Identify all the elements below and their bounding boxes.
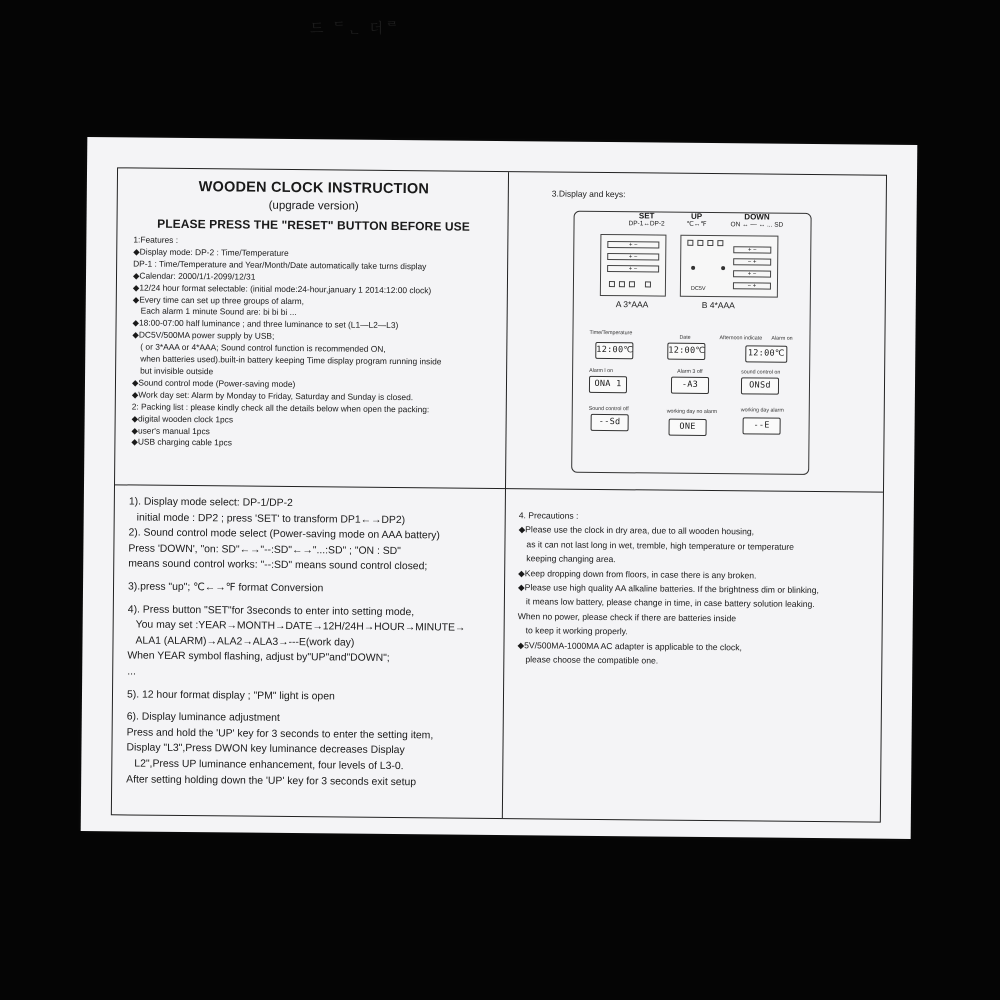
lcd-date: 12:00℃ (667, 343, 705, 360)
precautions-line: keeping changing area. (526, 553, 616, 565)
display-label-date: Date (679, 334, 691, 341)
precautions-line: as it can not last long in wet, tremble, high temperature or temperature (526, 539, 794, 552)
features-line: when batteries used).built-in battery keeping Time display program running inside (140, 353, 442, 367)
operation-section (120, 490, 499, 814)
screw-icon (721, 266, 725, 270)
operation-line: You may set :YEAR→MONTH→DATE→12H/24H→HOUR→MINUTE→ (135, 619, 466, 634)
up-button-icon (619, 281, 625, 287)
set-key-sub: DP-1↔DP-2 (628, 219, 665, 228)
features-line: Each alarm 1 minute Sound are: bi bi bi ... (140, 305, 297, 318)
features-line: DP-1 : Time/Temperature and Year/Month/Date automatically take turns display (133, 258, 427, 272)
operation-line: ALA1 (ALARM)→ALA2→ALA3→---E(work day) (135, 635, 355, 649)
features-line: ◆Display mode: DP-2 : Time/Temperature (133, 246, 289, 258)
down-key-sub: ON ↔ — ↔ ... SD (730, 220, 784, 229)
operation-line: 5). 12 hour format display ; "PM" light is open (126, 688, 335, 702)
precautions-line: When no power, please check if there are batteries inside (517, 611, 737, 624)
battery-slot-icon: − + (733, 282, 771, 289)
display-label-alarm-on: Alarm on (771, 335, 793, 342)
battery-b-label: B 4*AAA (701, 299, 735, 311)
battery-slot-icon: + − (733, 246, 771, 253)
precautions-line: it means low battery, please change in time, in case battery solution leaking. (525, 596, 815, 610)
reset-notice: PLEASE PRESS THE "RESET" BUTTON BEFORE USE (157, 216, 470, 234)
features-line: ◆user's manual 1pcs (131, 424, 210, 436)
precautions-section (510, 494, 879, 817)
down-button-icon (707, 240, 713, 246)
precautions-list (511, 494, 879, 670)
battery-slot-icon: − + (733, 258, 771, 265)
features-line: ( or 3*AAA or 4*AAA; Sound control function is recommended ON, (140, 341, 386, 355)
up-button-icon (697, 240, 703, 246)
features-section (123, 174, 502, 484)
features-line: ◆12/24 hour format selectable: (initial mode:24-hour,january 1 2014:12:00 clock) (132, 282, 432, 295)
features-line: ◆Calendar: 2000/1/1-2099/12/31 (132, 270, 256, 282)
precautions-line: ◆Please use high quality AA alkaline batteries. If the brightness dim or blinking, (518, 582, 819, 596)
operation-line: means sound control works: "--:SD" means sound control closed; (128, 558, 428, 573)
display-label-sound-off: Sound control off (588, 405, 629, 413)
precautions-line: please choose the compatible one. (525, 654, 659, 666)
display-label-alarm1-on: Alarm l on (589, 367, 614, 375)
precautions-line: to keep it working properly. (525, 625, 628, 637)
down-button-icon (629, 281, 635, 287)
display-label-alarm3-off: Alarm 3 off (677, 368, 703, 375)
display-keys-heading: 3.Display and keys: (551, 188, 626, 200)
display-keys-section (513, 178, 882, 487)
battery-a-label: A 3*AAA (615, 299, 649, 310)
precautions-line: ◆5V/500MA-1000MA AC adapter is applicable to the clock, (517, 639, 742, 652)
set-key-text: SET (638, 211, 655, 221)
operation-line: 6). Display luminance adjustment (126, 711, 280, 725)
operation-line: 4). Press button "SET"for 3seconds to enter into setting mode, (127, 604, 415, 618)
features-line: ◆Work day set: Alarm by Monday to Friday, Saturday and Sunday is closed. (131, 389, 414, 402)
up-key-text: UP (691, 211, 703, 221)
features-line: 2: Packing list : please kindly check all the details below when open the packing: (131, 401, 430, 415)
operation-line: Press 'DOWN', "on: SD"←→"--:SD"←→"...:SD" ; "ON : SD" (128, 543, 401, 557)
vertical-divider (502, 172, 509, 818)
battery-slot-icon: + − (733, 270, 771, 277)
battery-slot-icon: + − (607, 265, 659, 272)
features-line: ◆Sound control mode (Power-saving mode) (131, 377, 296, 389)
operation-line: Press and hold the 'UP' key for 3 seconds to enter the setting item, (126, 727, 434, 742)
features-line: ◆USB charging cable 1pcs (131, 436, 232, 448)
set-key-label (629, 212, 665, 227)
lcd-workday-no-alarm: ONE (669, 419, 707, 436)
reset-button-icon (717, 240, 723, 246)
features-list (123, 234, 501, 452)
set-button-icon (687, 240, 693, 246)
operation-line: L2",Press UP luminance enhancement, four levels of L3-0. (134, 758, 404, 773)
lcd-alarm1-on: ONA 1 (589, 376, 627, 393)
background-smudge-text: 드 ᄃᆫ 더ᄅ (310, 21, 401, 37)
operation-line: When YEAR symbol flashing, adjust by"UP"and"DOWN"; (127, 650, 390, 665)
document-subtitle: (upgrade version) (268, 199, 359, 213)
features-line: but invisible outside (140, 365, 214, 377)
features-line: 1:Features : (133, 234, 179, 245)
precautions-line: ◆Please use the clock in dry area, due to all wooden housing, (518, 524, 755, 537)
instruction-sheet (81, 137, 918, 839)
instruction-frame (111, 167, 887, 822)
operation-line: 2). Sound control mode select (Power-saving mode on AAA battery) (128, 527, 440, 542)
lcd-afternoon: 12:00℃ (745, 345, 787, 362)
precautions-heading: 4. Precautions : (518, 510, 579, 521)
lcd-sound-on: ONSd (741, 377, 779, 394)
up-key-label (687, 213, 707, 228)
lcd-time-temp: 12:00℃ (595, 342, 633, 359)
precautions-line: ◆Keep dropping down from floors, in case there is any broken. (518, 567, 757, 581)
dc-label: DC5V (690, 285, 706, 292)
display-label-afternoon: Afternoon indicate (719, 335, 763, 342)
screw-icon (691, 266, 695, 270)
operation-line: initial mode : DP2 ; press 'SET' to transform DP1←→DP2) (136, 512, 406, 526)
set-button-icon (609, 281, 615, 287)
lcd-sound-off: --Sd (591, 414, 629, 431)
battery-panel-b (680, 235, 779, 298)
lcd-alarm3-off: -A3 (671, 377, 709, 394)
features-line: ◆DC5V/500MA power supply by USB; (132, 329, 275, 342)
clock-diagram (571, 211, 812, 475)
operation-list (120, 490, 499, 791)
features-line: ◆18:00-07:00 half luminance ; and three luminance to set (L1—L2—L3) (132, 317, 399, 331)
reset-button-icon (645, 281, 651, 287)
down-key-text: DOWN (744, 212, 770, 222)
operation-line: Display "L3",Press DWON key luminance decreases Display (126, 742, 405, 757)
display-label-workday-alarm: working day alarm (740, 407, 784, 414)
battery-slot-icon: + − (607, 241, 659, 248)
battery-slot-icon: + − (607, 253, 659, 260)
up-key-sub: ℃↔℉ (686, 220, 707, 228)
display-label-time-temp: Time/Temperature (589, 329, 633, 337)
features-line: ◆Every time can set up three groups of alarm, (132, 294, 305, 306)
lcd-workday-alarm: --E (743, 417, 781, 434)
display-label-workday-no-alarm: working day no alarm (666, 408, 718, 416)
operation-line: After setting holding down the 'UP' key for 3 seconds exit setup (126, 773, 417, 788)
down-key-label (731, 213, 784, 229)
display-label-sound-on: sound control on (741, 369, 781, 376)
operation-line: ... (127, 666, 136, 678)
battery-panel-a (600, 234, 667, 297)
features-line: ◆digital wooden clock 1pcs (131, 413, 234, 425)
operation-line: 1). Display mode select: DP-1/DP-2 (128, 496, 293, 510)
document-title: WOODEN CLOCK INSTRUCTION (198, 179, 430, 198)
operation-line: 3).press "up"; ℃←→℉ format Conversion (127, 581, 324, 595)
